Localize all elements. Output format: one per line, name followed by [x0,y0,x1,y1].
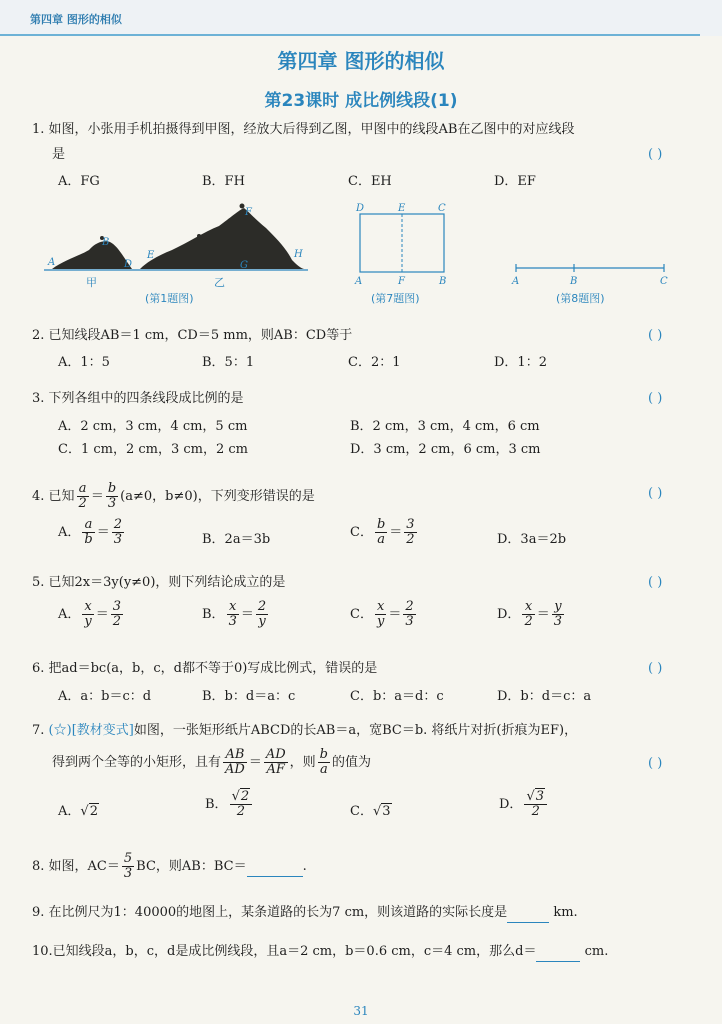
q7-stem-line1: 7. (☆)[教材变式]如图，一张矩形纸片ABCD的长AB＝a，宽BC＝b. 将纸片对折(折痕为EF)， [32,723,578,738]
q5-option-b: B． $\frac{x}{3}$ ＝ $\frac{2}{y}$ [202,599,267,629]
fig8-caption: (第8题图) [556,292,605,305]
q4-option-c: C． $\frac{b}{a}$ ＝ $\frac{3}{2}$ [350,517,415,547]
large-mountain [140,208,304,269]
q8-fraction-5-over-3: $\frac{5}{3}$ [123,851,133,881]
q1-option-c: C．EH [348,174,392,189]
chapter-title: 第四章 图形的相似 [277,49,445,73]
q3-option-c: C．1 cm，2 cm，3 cm，2 cm [58,442,248,457]
fig7-label-a: A [355,276,363,287]
q7-option-b: B． $\frac{√2}{2}$ [205,790,254,819]
q2-answer-paren[interactable]: ( ) [648,328,663,343]
q5-option-a: A． $\frac{x}{y}$ ＝ $\frac{3}{2}$ [58,599,122,629]
q2-stem: 2. 已知线段AB＝1 cm，CD＝5 mm，则AB：CD等于 [32,328,353,343]
fig7-label-d: D [356,203,365,214]
running-header: 第四章 图形的相似 [30,13,122,26]
fig1-label-a: A [48,257,56,268]
q9-stem: 9. 在比例尺为1：40000的地图上，某条道路的长为7 cm，则该道路的实际长度是 km. [32,904,578,923]
figure-1-mountains [44,198,314,294]
fig7-caption: (第7题图) [371,292,420,305]
fig7-label-c: C [438,203,446,214]
fig1-caption: (第1题图) [145,292,194,305]
fig1-label-b: B [102,237,110,248]
fig1-label-yi: 乙 [214,276,225,289]
q7-fraction-ab-over-ad: $\frac{AB}{AD}$ [225,747,245,777]
q6-option-a: A．a：b＝c：d [58,689,152,704]
q7-option-d: D． $\frac{√3}{2}$ [499,790,549,819]
q1-answer-paren[interactable]: ( ) [648,147,663,162]
fig8-label-c: C [660,276,668,287]
q3-option-d: D．3 cm，2 cm，6 cm，3 cm [350,442,541,457]
q4-option-b: B．2a＝3b [202,532,271,547]
fig8-label-b: B [570,276,578,287]
q5-option-c: C． $\frac{x}{y}$ ＝ $\frac{2}{3}$ [350,599,414,629]
q6-answer-paren[interactable]: ( ) [648,661,663,676]
q4-option-d: D．3a＝2b [497,532,567,547]
q4-fraction-a-over-2: $\frac{a}{2}$ [78,481,87,511]
fig8-label-a: A [512,276,520,287]
q3-answer-paren[interactable]: ( ) [648,391,663,406]
q7-textbook-tag: (☆)[教材变式] [48,723,134,738]
q1-option-d: D．EF [494,174,536,189]
q7-fraction-b-over-a: $\frac{b}{a}$ [319,747,328,777]
q2-option-d: D．1：2 [494,355,547,370]
q4-stem: 4. 已知 $\frac{a}{2}$ ＝ $\frac{b}{3}$ (a≠0，b≠0)，下列变形错误的是 [32,481,315,511]
q4-answer-paren[interactable]: ( ) [648,486,663,501]
fig1-label-e: E [147,250,155,261]
q6-option-d: D．b：d＝c：a [497,689,592,704]
q4-fraction-b-over-3: $\frac{b}{3}$ [107,481,117,511]
figure-7-rectangle [350,200,450,288]
fig1-label-d: D [124,259,133,270]
q6-option-c: C．b：a＝d：c [350,689,444,704]
q2-option-c: C．2：1 [348,355,401,370]
header-rule [0,34,700,36]
lesson-title: 第23课时 成比例线段(1) [264,91,458,111]
fig7-label-e: E [398,203,406,214]
q3-stem: 3. 下列各组中的四条线段成比例的是 [32,391,244,406]
q10-answer-blank[interactable] [536,943,580,962]
q7-fraction-ad-over-af: $\frac{AD}{AF}$ [265,747,286,777]
figure-8-segment [508,258,674,288]
q2-option-a: A．1：5 [58,355,110,370]
fig1-label-h: H [294,249,303,260]
q9-answer-blank[interactable] [507,904,549,923]
fig1-label-jia: 甲 [86,276,97,289]
q8-stem: 8. 如图，AC＝ $\frac{5}{3}$ BC，则AB：BC＝ . [32,851,307,881]
q7-answer-paren[interactable]: ( ) [648,756,663,771]
q5-stem: 5. 已知2x＝3y(y≠0)，则下列结论成立的是 [32,575,286,590]
q1-stem-line1: 1. 如图，小张用手机拍摄得到甲图，经放大后得到乙图，甲图中的线段AB在乙图中的对应线段 [32,122,575,137]
q7-option-c: C．√3 [350,804,391,819]
q3-option-a: A．2 cm，3 cm，4 cm，5 cm [58,419,248,434]
q3-option-b: B．2 cm，3 cm，4 cm，6 cm [350,419,540,434]
q5-answer-paren[interactable]: ( ) [648,575,663,590]
q1-option-a: A．FG [58,174,100,189]
q2-option-b: B．5：1 [202,355,255,370]
fig7-label-f: F [398,276,405,287]
q1-option-b: B．FH [202,174,245,189]
q7-option-a: A．√2 [58,804,98,819]
q8-answer-blank[interactable] [247,858,303,877]
q6-option-b: B．b：d＝a：c [202,689,296,704]
fig1-label-f: F [245,207,252,218]
fig1-label-g: G [240,260,248,271]
page-number: 31 [353,1004,369,1018]
q7-stem-line2: 得到两个全等的小矩形，且有 $\frac{AB}{AD}$ ＝ $\frac{AD}{AF}$ ，则 $\frac{b}{a}$ 的值为 [52,747,372,777]
q1-stem-line2: 是 [52,147,66,162]
q6-stem: 6. 把ad＝bc(a，b，c，d都不等于0)写成比例式，错误的是 [32,661,378,676]
fig7-label-b: B [439,276,447,287]
q10-stem: 10.已知线段a，b，c，d是成比例线段，且a＝2 cm，b＝0.6 cm，c＝4 cm，那么d＝ cm. [32,943,608,962]
small-mountain [52,241,132,269]
q4-option-a: A． $\frac{a}{b}$ ＝ $\frac{2}{3}$ [58,517,123,547]
q5-option-d: D． $\frac{x}{2}$ ＝ $\frac{y}{3}$ [497,599,563,629]
